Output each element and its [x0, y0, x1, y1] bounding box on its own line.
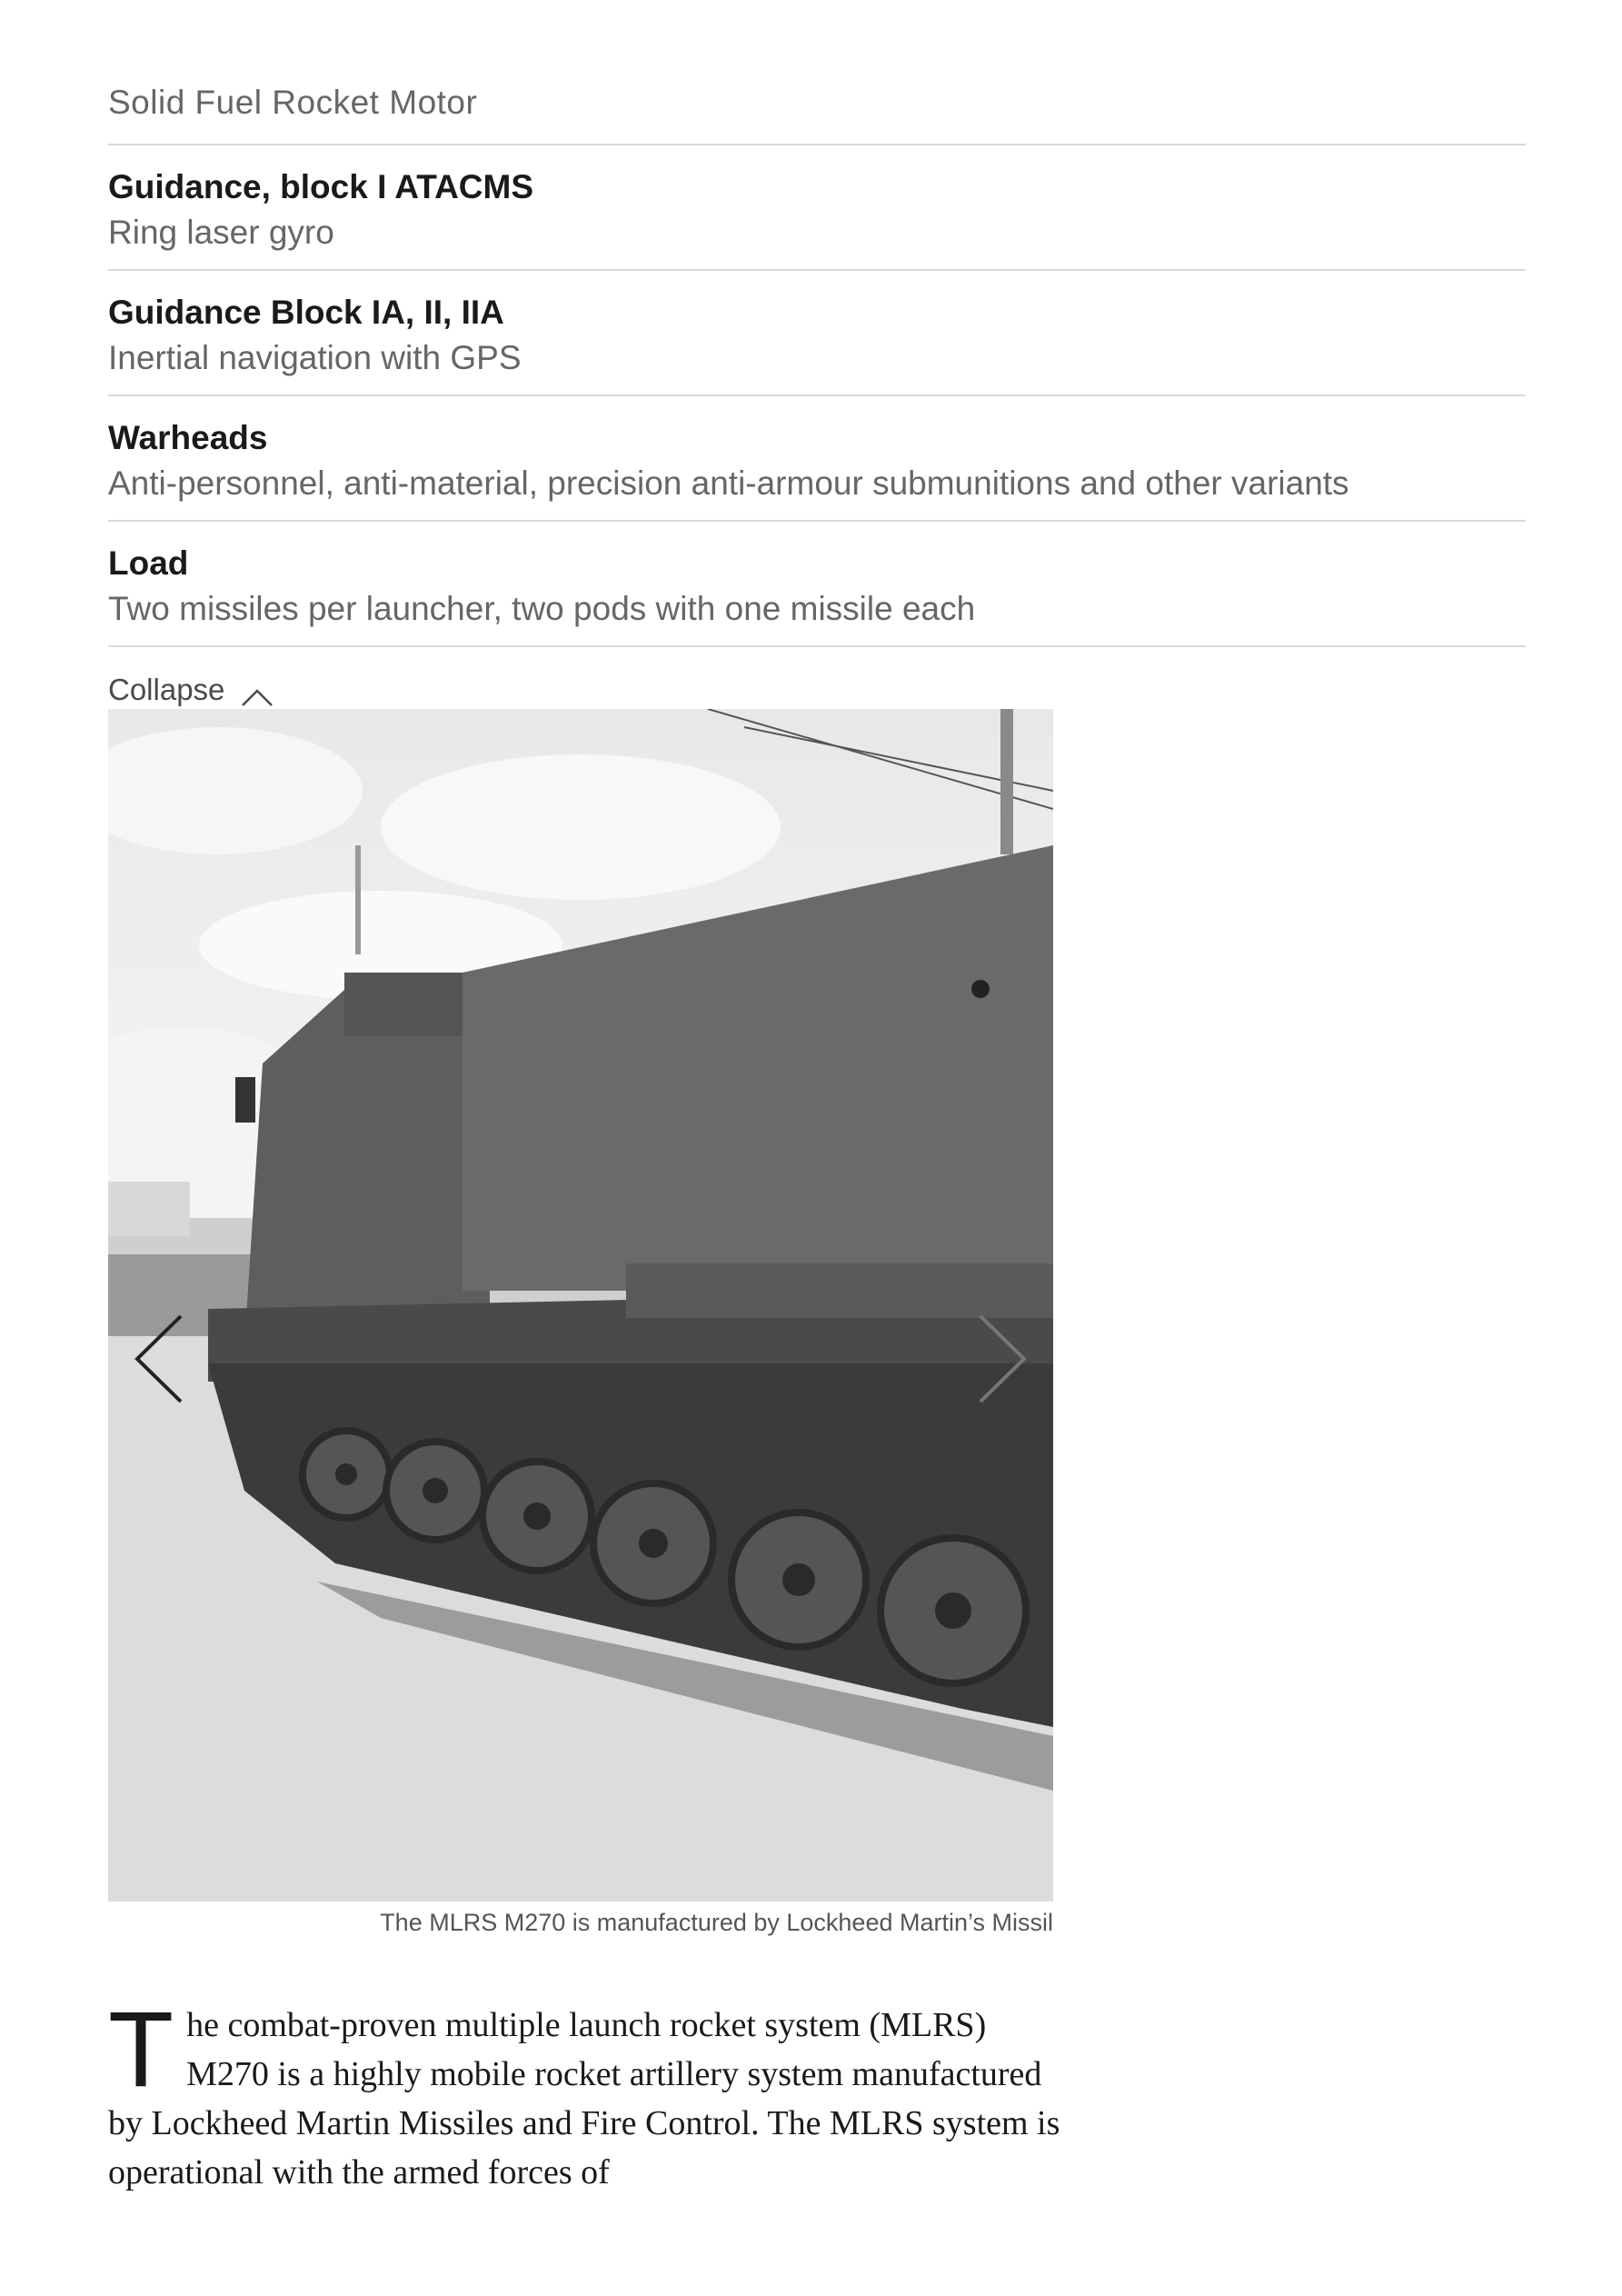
gallery-prev-button[interactable]: [126, 1309, 190, 1409]
image-gallery: [108, 709, 1053, 1902]
spec-row-warheads: [108, 396, 1526, 522]
spec-row-load: [108, 522, 1526, 647]
collapse-button[interactable]: [108, 671, 1526, 709]
image-caption: The MLRS M270 is manufactured by Lockheed Martin’s Missil: [380, 1909, 1053, 1936]
article-page: [108, 0, 1526, 2197]
dropcap-letter: T: [108, 1990, 174, 2110]
spec-value: Two missiles per launcher, two pods with one missile each: [108, 590, 976, 627]
mlrs-m270-photo: [108, 709, 1053, 1902]
spec-label: Guidance, block I ATACMS: [108, 168, 534, 205]
chevron-left-icon: [126, 1309, 190, 1409]
spec-value: Ring laser gyro: [108, 214, 334, 251]
article-body: [108, 1990, 1071, 2197]
spec-row-guidance-block-i: [108, 145, 1526, 271]
spec-propulsion-value: Solid Fuel Rocket Motor: [108, 0, 1526, 145]
chevron-right-icon: [971, 1309, 1035, 1409]
spec-value: Inertial navigation with GPS: [108, 339, 522, 376]
chevron-up-icon: [241, 680, 274, 700]
gallery-next-button[interactable]: [971, 1309, 1035, 1409]
collapse-label: Collapse: [108, 673, 225, 706]
article-paragraph: he combat-proven multiple launch rocket system (MLRS) M270 is a highly mobile rocket artillery system manufactured by Lockheed Martin Missiles and Fire Control. The MLRS system is operational with the armed forces of: [108, 2006, 1060, 2191]
spec-value: Anti-personnel, anti-material, precision anti-armour submunitions and other variants: [108, 464, 1349, 502]
spec-row-guidance-block-ia: [108, 271, 1526, 396]
spec-label: Warheads: [108, 419, 268, 456]
spec-label: Guidance Block IA, II, IIA: [108, 294, 504, 331]
spec-label: Load: [108, 544, 189, 582]
